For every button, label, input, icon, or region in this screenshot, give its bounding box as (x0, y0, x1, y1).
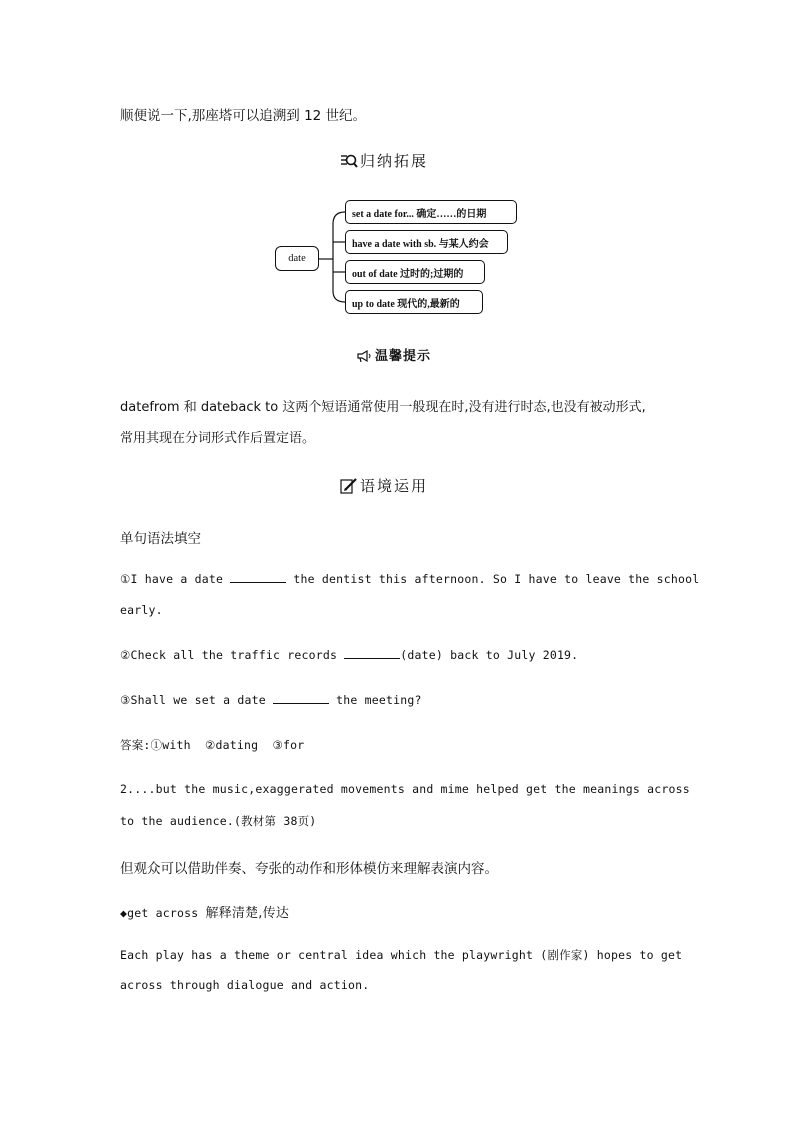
exercise-3-after: the meeting? (336, 693, 422, 707)
answer-blank-2[interactable] (344, 648, 400, 659)
exercise-item-3 (120, 693, 422, 707)
exercise-title: 单句语法填空 (120, 531, 201, 547)
phrase-entry (120, 902, 289, 921)
example-line-1: Each play has a theme or central idea which the playwright (剧作家) hopes to get (120, 948, 683, 962)
exercise-2-before: ②Check all the traffic records (120, 648, 338, 662)
diamond-bullet-icon: ◆ (120, 906, 128, 920)
mindmap-branch-4: up to date 现代的,最新的 (345, 290, 483, 314)
answer-blank-1[interactable] (230, 572, 286, 583)
item-2-translation: 但观众可以借助伴奏、夸张的动作和形体模仿来理解表演内容。 (120, 861, 498, 877)
exercise-item-1 (120, 572, 699, 586)
section-title-usage: 语境运用 (360, 477, 429, 495)
mindmap-branch-1: set a date for... 确定……的日期 (345, 200, 517, 224)
exercise-1-after: the dentist this afternoon. So I have to leave the school (293, 572, 700, 586)
item-2-line-2: to the audience.(教材第 38页) (120, 814, 317, 828)
megaphone-icon (356, 348, 372, 362)
exercise-2-after: (date) back to July 2019. (400, 648, 579, 662)
section-heading-usage (340, 475, 428, 496)
phrase-chinese: 解释清楚,传达 (205, 906, 290, 921)
exercise-item-1-cont: early. (120, 603, 163, 617)
intro-sentence: 顺便说一下,那座塔可以追溯到 12 世纪。 (120, 108, 367, 124)
example-line-2: across through dialogue and action. (120, 978, 370, 992)
section-title-tip: 温馨提示 (375, 349, 432, 364)
section-title-summary: 归纳拓展 (360, 152, 429, 170)
section-heading-tip (356, 345, 431, 364)
tip-text-line-1: datefrom 和 dateback to 这两个短语通常使用一般现在时,没有进行时态,也没有被动形式, (120, 400, 646, 415)
answer-blank-3[interactable] (273, 693, 329, 704)
mindmap-branch-2: have a date with sb. 与某人约会 (345, 230, 508, 254)
exercise-item-2 (120, 648, 578, 662)
tip-text-line-2: 常用其现在分词形式作后置定语。 (120, 431, 316, 446)
item-2-line-1: 2....but the music,exaggerated movements and mime helped get the meanings across (120, 782, 690, 796)
answer-line: 答案:①with ②dating ③for (120, 738, 305, 752)
exercise-3-before: ③Shall we set a date (120, 693, 266, 707)
exercise-1-before: ①I have a date (120, 572, 224, 586)
pencil-icon (340, 477, 358, 495)
mindmap-root: date (275, 246, 319, 271)
phrase-english: get across (127, 906, 199, 920)
mindmap-branch-3: out of date 过时的;过期的 (345, 260, 485, 284)
